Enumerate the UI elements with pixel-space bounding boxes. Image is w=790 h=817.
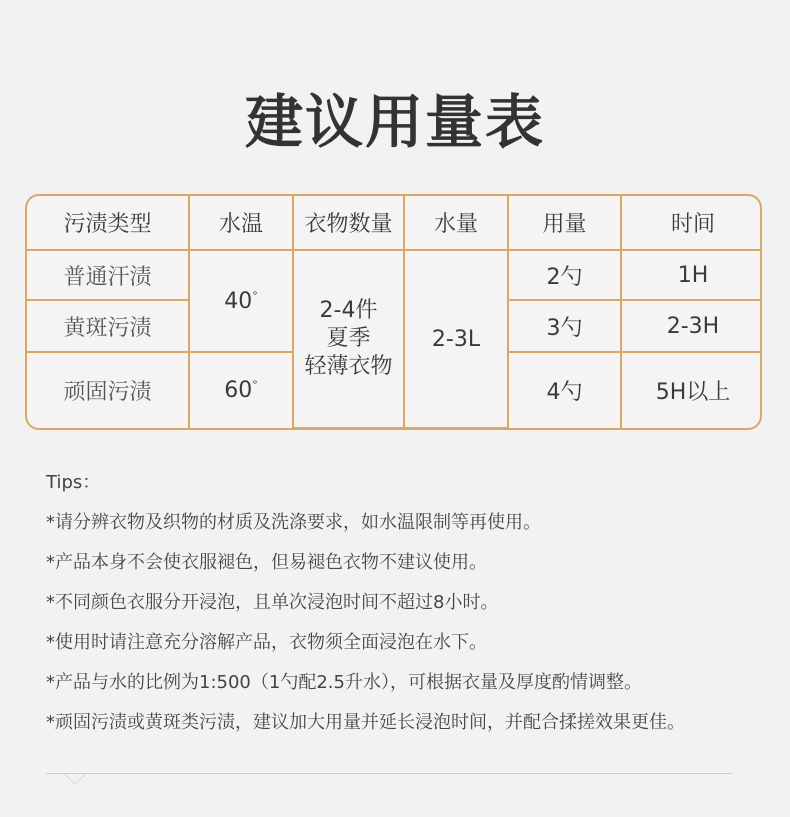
clothing-amount-line: 夏季 (326, 326, 371, 351)
header-water-temp: 水温 (189, 196, 293, 250)
tip-line: *产品与水的比例为1:500（1勺配2.5升水），可根据衣量及厚度酌情调整。 (46, 672, 642, 693)
water-temp-cell (189, 250, 293, 352)
tips-section (46, 466, 766, 746)
tip-line: *顽固污渍或黄斑类污渍，建议加大用量并延长浸泡时间，并配合揉搓效果更佳。 (46, 712, 685, 733)
header-water-volume: 水量 (404, 196, 508, 250)
time-cell: 1H (621, 250, 762, 300)
divider-notch-inner (65, 774, 85, 784)
time-cell: 5H以上 (621, 352, 762, 428)
page-title: 建议用量表 (244, 88, 545, 156)
tip-line: *产品本身不会使衣服褪色，但易褪色衣物不建议使用。 (46, 552, 487, 573)
water-temp-unit: ° (252, 378, 258, 392)
water-temp-cell (189, 352, 293, 428)
stain-type-cell: 普通汗渍 (27, 250, 189, 300)
clothing-amount-cell (293, 250, 404, 428)
tip-line: *不同颜色衣服分开浸泡，且单次浸泡时间不超过8小时。 (46, 592, 499, 613)
table-row (27, 250, 762, 300)
header-stain-type: 污渍类型 (27, 196, 189, 250)
clothing-amount-line: 2-4件 (319, 298, 378, 323)
header-dosage: 用量 (508, 196, 621, 250)
water-temp-unit: ° (252, 289, 258, 303)
dosage-cell: 4勺 (508, 352, 621, 428)
tip-line: *使用时请注意充分溶解产品，衣物须全面浸泡在水下。 (46, 632, 487, 653)
table-header-row (27, 196, 762, 250)
water-temp-value: 60 (224, 378, 253, 403)
dosage-table-grid (27, 196, 762, 429)
header-clothing-amount: 衣物数量 (293, 196, 404, 250)
stain-type-cell: 顽固污渍 (27, 352, 189, 428)
water-temp-value: 40 (224, 288, 253, 314)
water-volume-cell: 2-3L (404, 250, 508, 428)
time-cell: 2-3H (621, 300, 762, 352)
header-time: 时间 (621, 196, 762, 250)
dosage-table (25, 194, 762, 430)
dosage-cell: 2勺 (508, 250, 621, 300)
tip-line: *请分辨衣物及织物的材质及洗涤要求，如水温限制等再使用。 (46, 512, 541, 533)
dosage-cell: 3勺 (508, 300, 621, 352)
tips-title: Tips： (46, 472, 101, 493)
clothing-amount-line: 轻薄衣物 (304, 354, 393, 379)
stain-type-cell: 黄斑污渍 (27, 300, 189, 352)
divider-line (46, 773, 732, 774)
